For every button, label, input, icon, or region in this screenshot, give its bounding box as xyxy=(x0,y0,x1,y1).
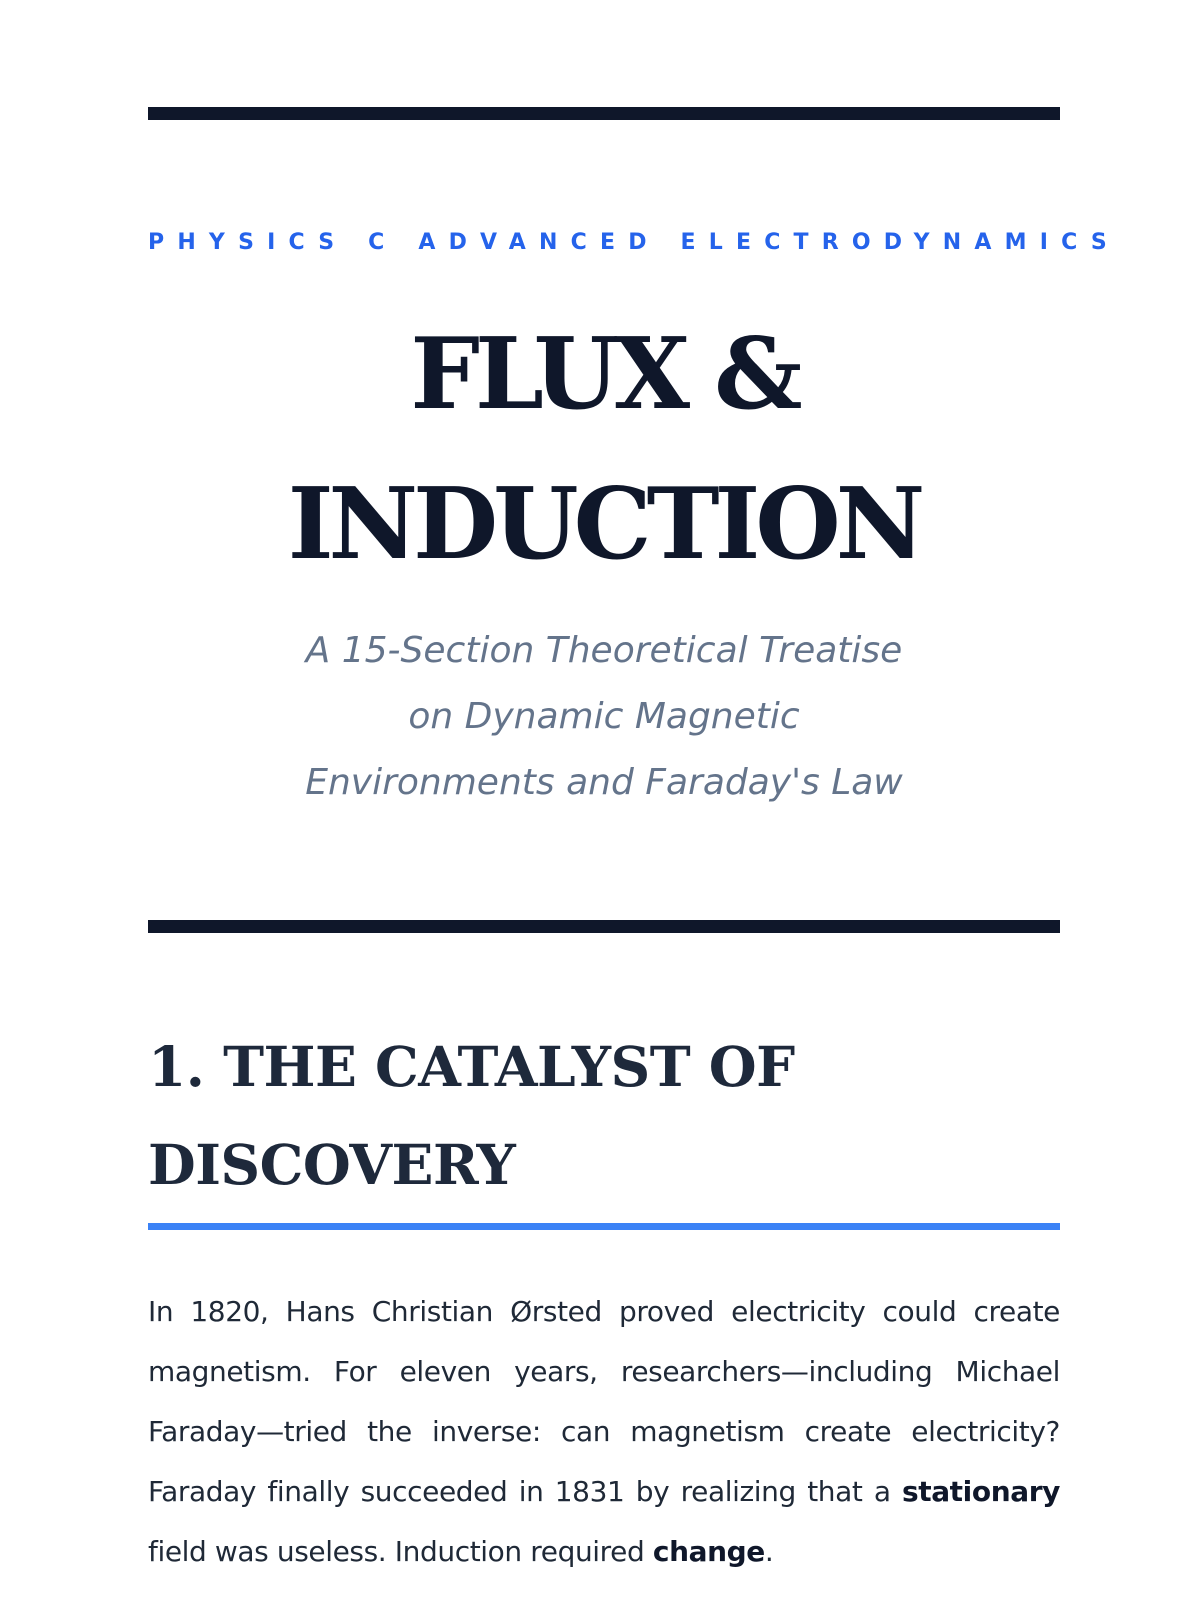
emphasis-change: change xyxy=(652,1535,765,1568)
document-subtitle xyxy=(274,618,934,816)
subtitle-line-1: A 15-Section Theoretical Treatise xyxy=(305,630,903,671)
section-heading xyxy=(148,1018,1060,1214)
paragraph-line-5-end: . xyxy=(764,1535,774,1568)
section-heading-line-1: 1. THE CATALYST OF xyxy=(148,1034,795,1099)
paragraph-line-5-text: field was useless. Induction required xyxy=(148,1535,653,1568)
title-line-1: FLUX & xyxy=(410,317,798,432)
title-line-2: INDUCTION xyxy=(287,467,921,582)
header-bottom-divider xyxy=(148,920,1060,933)
section-paragraph xyxy=(148,1282,1060,1582)
top-divider xyxy=(148,107,1060,120)
course-kicker: PHYSICS C ADVANCED ELECTRODYNAMICS xyxy=(148,230,1120,255)
subtitle-line-2: on Dynamic Magnetic xyxy=(408,696,800,737)
section-underline xyxy=(148,1223,1060,1230)
paragraph-line-3: Faraday—tried the inverse: can magnetism create electricity? xyxy=(148,1415,1060,1448)
paragraph-line-5 xyxy=(148,1522,1060,1582)
paragraph-line-1: In 1820, Hans Christian Ørsted proved electricity could create xyxy=(148,1295,1060,1328)
section-heading-line-2: DISCOVERY xyxy=(148,1132,516,1197)
document-title xyxy=(148,300,1060,600)
paragraph-line-2: magnetism. For eleven years, researchers—including Michael xyxy=(148,1355,1060,1388)
paragraph-line-4-text: Faraday finally succeeded in 1831 by realizing that a xyxy=(148,1475,902,1508)
paragraph-line-4 xyxy=(148,1462,1060,1522)
emphasis-stationary: stationary xyxy=(901,1475,1060,1508)
subtitle-line-3: Environments and Faraday's Law xyxy=(305,762,903,803)
